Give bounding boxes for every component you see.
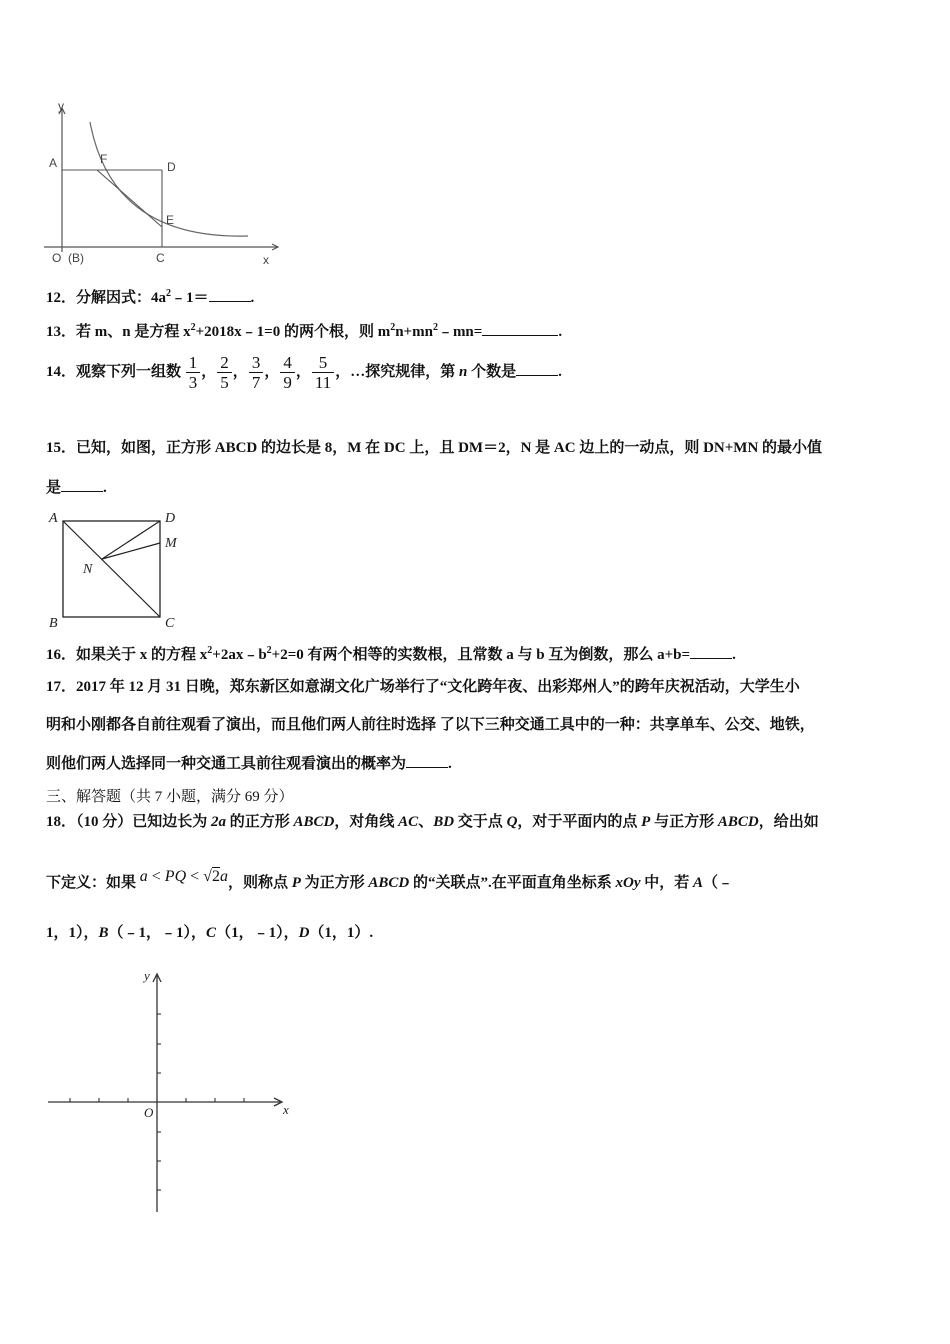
q15-end: . bbox=[103, 480, 107, 496]
q13-text2: +2018x﹣1=0 的两个根，则 m bbox=[195, 324, 391, 340]
q15-text2: 是 bbox=[46, 480, 62, 496]
fraction-1: $\frac{1}{3}$ bbox=[186, 353, 201, 392]
question-18-cont2: 1，1），B（﹣1，﹣1），C（1，﹣1），D（1，1）. bbox=[46, 925, 374, 941]
question-17-cont bbox=[46, 715, 815, 735]
question-15-cont bbox=[46, 476, 107, 498]
q14-tail2: 个数是 bbox=[467, 364, 517, 380]
q17-number: 17． bbox=[46, 679, 77, 695]
q14-n: n bbox=[458, 364, 468, 380]
answer-blank[interactable] bbox=[482, 320, 558, 336]
q12-end: . bbox=[250, 290, 255, 306]
q14-tail: ，…探究规律，第 bbox=[335, 364, 459, 380]
question-14: 14．观察下列一组数 $\frac{1}{3}$ ， $\frac{2}{5}$ ， $\frac{3}{7}$ ， $\frac{4}{9}$ ， $\frac{5}{11}$ ，…探究规律，第 n 个数是 . bbox=[46, 353, 562, 393]
label-F: F bbox=[100, 152, 108, 166]
q17-end: . bbox=[448, 756, 452, 772]
q13-exp3: 2 bbox=[432, 322, 438, 333]
label-A: A bbox=[49, 511, 58, 526]
label-E: E bbox=[166, 213, 175, 227]
question-15 bbox=[46, 438, 822, 458]
q16-text2: +2ax﹣b bbox=[212, 647, 267, 663]
answer-blank[interactable] bbox=[61, 476, 103, 492]
label-C: C bbox=[156, 251, 165, 265]
figure-coordinate-plane bbox=[40, 962, 310, 1218]
q14-number: 14． bbox=[46, 364, 77, 380]
question-17-cont2 bbox=[46, 752, 452, 774]
question-18-cont: 下定义：如果 a < PQ < √2a，则称点 P 为正方形 ABCD 的“关联点”.在平面直角坐标系 xOy 中，若 A（﹣ bbox=[46, 868, 734, 891]
label-x: x bbox=[263, 253, 269, 267]
q16-text3: +2=0 有两个相等的实数根，且常数 a 与 b 互为倒数，那么 a+b= bbox=[271, 647, 691, 663]
q13-exp2: 2 bbox=[390, 322, 396, 333]
fraction-5: $\frac{5}{11}$ bbox=[312, 353, 334, 392]
fraction-2: $\frac{2}{5}$ bbox=[217, 353, 232, 392]
q14-end: . bbox=[558, 364, 562, 380]
fraction-3: $\frac{3}{7}$ bbox=[249, 353, 264, 392]
q13-number: 13． bbox=[46, 324, 77, 340]
q18-number: 18． bbox=[46, 814, 77, 830]
q16-text: 如果关于 x 的方程 x bbox=[76, 647, 208, 663]
answer-blank[interactable] bbox=[406, 752, 448, 768]
question-12 bbox=[46, 286, 254, 308]
q12-expr: 4a bbox=[151, 290, 167, 306]
q12-text: 分解因式： bbox=[76, 290, 152, 306]
figure-hyperbola bbox=[40, 100, 290, 272]
label-B: (B) bbox=[68, 251, 84, 265]
answer-blank[interactable] bbox=[209, 286, 251, 302]
label-N: N bbox=[83, 562, 93, 577]
label-M: M bbox=[165, 536, 177, 551]
label-A: A bbox=[49, 156, 58, 170]
q13-end: . bbox=[558, 324, 563, 340]
label-C: C bbox=[165, 616, 175, 631]
answer-blank[interactable] bbox=[516, 360, 558, 376]
label-O: O bbox=[144, 1105, 154, 1120]
section-heading: 三、解答题（共 7 小题，满分 69 分） bbox=[46, 789, 294, 805]
label-x: x bbox=[283, 1102, 289, 1117]
q12-expr-tail: ﹣1＝ bbox=[171, 290, 209, 306]
q16-number: 16． bbox=[46, 647, 77, 663]
inequality: a < PQ < √2a bbox=[139, 868, 228, 885]
q13-text4: ﹣mn= bbox=[437, 324, 483, 340]
q17-text2: 明和小刚都各自前往观看了演出，而且他们两人前往时选择 了以下三种交通工具中的一种：共享单车、公交、地铁， bbox=[46, 717, 815, 733]
question-18: 18．（10 分）已知边长为 2a 的正方形 ABCD，对角线 AC、BD 交于点 Q，对于平面内的点 P 与正方形 ABCD，给出如 bbox=[46, 814, 819, 830]
q14-text: 观察下列一组数 bbox=[76, 364, 182, 380]
q13-text: 若 m、n 是方程 x bbox=[76, 324, 191, 340]
question-16 bbox=[46, 643, 736, 665]
label-B: B bbox=[49, 616, 58, 631]
label-D: D bbox=[167, 160, 176, 174]
fraction-4: $\frac{4}{9}$ bbox=[280, 353, 295, 392]
q16-end: . bbox=[732, 647, 736, 663]
figure-square bbox=[44, 506, 194, 632]
question-13 bbox=[46, 320, 562, 342]
q16-exp1: 2 bbox=[207, 645, 213, 656]
answer-blank[interactable] bbox=[690, 643, 732, 659]
label-y: y bbox=[58, 100, 64, 113]
label-D: D bbox=[165, 511, 176, 526]
q16-exp2: 2 bbox=[266, 645, 272, 656]
q17-text3: 则他们两人选择同一种交通工具前往观看演出的概率为 bbox=[46, 756, 407, 772]
label-y: y bbox=[144, 968, 150, 983]
q13-exp1: 2 bbox=[190, 322, 196, 333]
label-O: O bbox=[52, 251, 62, 265]
question-17 bbox=[46, 677, 800, 697]
q15-text: 已知，如图，正方形 ABCD 的边长是 8，M 在 DC 上，且 DM＝2，N 是 AC 边上的一动点，则 DN+MN 的最小值 bbox=[76, 440, 823, 456]
q17-text: 2017 年 12 月 31 日晚，郑东新区如意湖文化广场举行了“文化跨年夜、出彩郑州人”的跨年庆祝活动，大学生小 bbox=[76, 679, 800, 695]
q13-text3: n+mn bbox=[395, 324, 433, 340]
q15-number: 15． bbox=[46, 440, 77, 456]
q12-number: 12． bbox=[46, 290, 77, 306]
q12-exponent: 2 bbox=[166, 288, 172, 299]
